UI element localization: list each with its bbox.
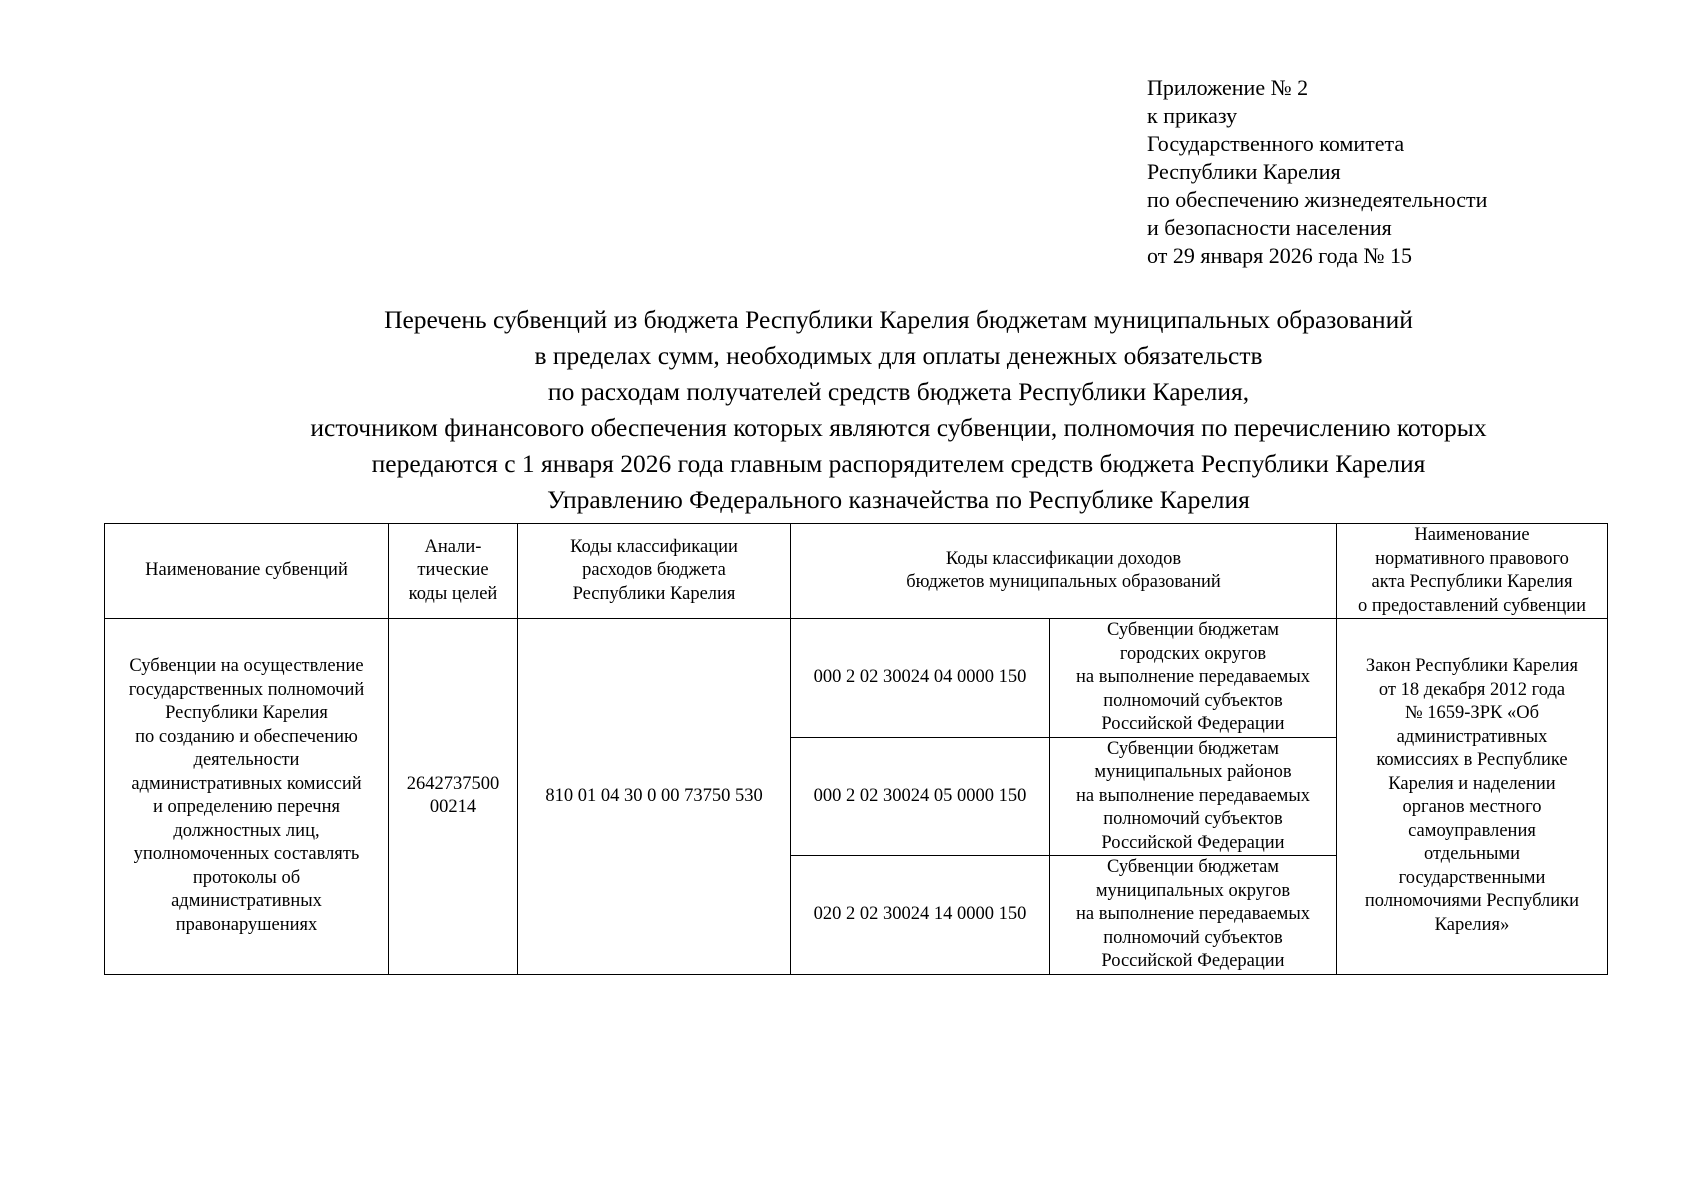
income-code-cell: 000 2 02 30024 05 0000 150 xyxy=(791,737,1050,856)
income-code-cell: 020 2 02 30024 14 0000 150 xyxy=(791,856,1050,975)
appendix-block xyxy=(1147,74,1487,270)
title-line: источником финансового обеспечения которых являются субвенции, полномочия по перечислению которых xyxy=(310,413,1487,442)
title-line: по расходам получателей средств бюджета Республики Карелия, xyxy=(547,377,1250,406)
title-line: Управлению Федерального казначейства по Республике Карелия xyxy=(547,485,1250,514)
table-header-row xyxy=(105,524,1608,619)
appendix-line: и безопасности населения xyxy=(1147,215,1392,240)
header-income-codes: Коды классификации доходов бюджетов муниципальных образований xyxy=(791,524,1337,619)
appendix-line: по обеспечению жизнедеятельности xyxy=(1147,187,1488,212)
income-code-cell: 000 2 02 30024 04 0000 150 xyxy=(791,619,1050,738)
appendix-line: от 29 января 2026 года № 15 xyxy=(1147,243,1412,268)
appendix-line: Государственного комитета xyxy=(1147,131,1405,156)
header-subvention-name: Наименование субвенций xyxy=(105,524,389,619)
appendix-line: Приложение № 2 xyxy=(1147,75,1309,100)
subvention-name-cell: Субвенции на осуществление государственных полномочий Республики Карелия по созданию и обеспечению деятельности административных комиссий и определению перечня должностных лиц, уполномоченных составлять протоколы об административных правонарушениях xyxy=(105,619,389,975)
legal-act-cell: Закон Республики Карелия от 18 декабря 2012 года № 1659-ЗРК «Об административных комиссиях в Республике Карелия и наделении органов местного самоуправления отдельными государственными полномочиями Республики Карелия» xyxy=(1337,619,1608,975)
expense-code-cell: 810 01 04 30 0 00 73750 530 xyxy=(518,619,791,975)
document-title xyxy=(100,302,1697,518)
header-expense-codes: Коды классификации расходов бюджета Республики Карелия xyxy=(518,524,791,619)
income-name-cell: Субвенции бюджетам городских округов на выполнение передаваемых полномочий субъектов Российской Федерации xyxy=(1050,619,1337,738)
income-name-cell: Субвенции бюджетам муниципальных районов на выполнение передаваемых полномочий субъектов Российской Федерации xyxy=(1050,737,1337,856)
header-legal-act: Наименование нормативного правового акта Республики Карелия о предоставлений субвенции xyxy=(1337,524,1608,619)
appendix-line: к приказу xyxy=(1147,103,1238,128)
income-name-cell: Субвенции бюджетам муниципальных округов на выполнение передаваемых полномочий субъектов Российской Федерации xyxy=(1050,856,1337,975)
title-line: Перечень субвенций из бюджета Республики Карелия бюджетам муниципальных образований xyxy=(384,305,1413,334)
appendix-line: Республики Карелия xyxy=(1147,159,1341,184)
subventions-table xyxy=(104,523,1608,975)
table-row xyxy=(105,619,1608,738)
title-line: передаются с 1 января 2026 года главным распорядителем средств бюджета Республики Карелия xyxy=(371,449,1426,478)
target-code-cell: 2642737500 00214 xyxy=(389,619,518,975)
title-line: в пределах сумм, необходимых для оплаты денежных обязательств xyxy=(534,341,1263,370)
header-target-codes: Анали- тические коды целей xyxy=(389,524,518,619)
